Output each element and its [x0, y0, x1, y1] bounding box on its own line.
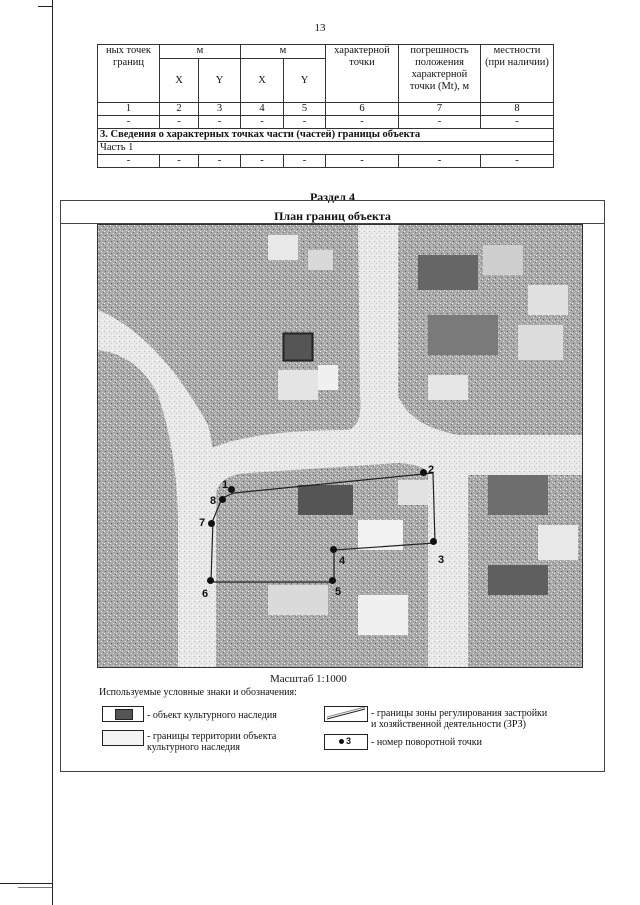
- legend-heritage-territory-line1: - границы территории объекта: [147, 731, 277, 742]
- header-points: ных точек границ: [98, 45, 160, 103]
- page-number: 13: [314, 22, 326, 34]
- legend-heritage-territory: [147, 731, 276, 753]
- boundary-point-marker: [420, 469, 427, 476]
- boundary-point-marker: [329, 577, 336, 584]
- turn-point-sample-label: 3: [346, 736, 352, 746]
- col-number: 3: [199, 103, 241, 116]
- table-cell: -: [98, 155, 160, 168]
- legend-heritage-territory-swatch: [102, 730, 144, 746]
- boundary-point-8: 8: [210, 495, 217, 507]
- table-cell: -: [160, 116, 199, 129]
- points-table: [97, 44, 554, 168]
- header-x-1: X: [160, 59, 199, 103]
- col-number: 2: [160, 103, 199, 116]
- boundary-point-marker: [430, 538, 437, 545]
- legend-turn-point-swatch: [324, 734, 368, 750]
- legend-intro: Используемые условные знаки и обозначения:: [99, 687, 297, 698]
- boundary-map: [97, 224, 583, 668]
- section-3-heading: 3. Сведения о характерных точках части (частей) границы объекта: [98, 129, 554, 142]
- section-title: Раздел 4: [309, 190, 356, 204]
- top-tick: [38, 6, 52, 7]
- table-cell: -: [284, 155, 326, 168]
- col-number: 6: [326, 103, 399, 116]
- legend-heritage-object-swatch: [102, 706, 144, 722]
- header-locality: местности (при наличии): [481, 45, 554, 103]
- table-cell: -: [160, 155, 199, 168]
- table-cell: -: [98, 116, 160, 129]
- legend-turn-point: - номер поворотной точки: [371, 737, 482, 748]
- table-cell: -: [326, 116, 399, 129]
- col-number: 4: [241, 103, 284, 116]
- boundary-point-marker: [330, 546, 337, 553]
- plan-title: План границ объекта: [60, 209, 605, 224]
- table-cell: -: [399, 116, 481, 129]
- header-error: погрешность положения характерной точки (Mt), м: [399, 45, 481, 103]
- margin-line: [52, 0, 53, 905]
- header-y-2: Y: [284, 59, 326, 103]
- bottom-rule: [0, 883, 52, 884]
- boundary-point-marker: [219, 496, 226, 503]
- boundary-point-1: 1: [222, 479, 229, 491]
- header-m-1: м: [160, 45, 241, 59]
- boundary-point-2: 2: [428, 464, 435, 476]
- zrz-line-symbol: [325, 707, 367, 721]
- boundary-point-6: 6: [202, 588, 209, 600]
- turn-point-dot-icon: [339, 739, 344, 744]
- legend-zrz-swatch: [324, 706, 368, 722]
- part-label: Часть 1: [98, 142, 554, 155]
- table-row: [98, 155, 554, 168]
- table-cell: -: [399, 155, 481, 168]
- legend-zrz-line2: и хозяйственной деятельности (ЗРЗ): [371, 719, 526, 730]
- col-number: 5: [284, 103, 326, 116]
- boundary-point-4: 4: [339, 555, 346, 567]
- heritage-object-symbol: [115, 709, 133, 720]
- legend-zrz-line1: - границы зоны регулирования застройки: [371, 708, 548, 719]
- bottom-rule-short: [18, 887, 52, 888]
- header-char-point: характерной точки: [326, 45, 399, 103]
- table-cell: -: [481, 116, 554, 129]
- header-x-2: X: [241, 59, 284, 103]
- boundary-point-7: 7: [199, 517, 206, 529]
- boundary-point-3: 3: [438, 554, 445, 566]
- boundary-point-5: 5: [335, 586, 342, 598]
- header-m-2: м: [241, 45, 326, 59]
- legend-zrz: [371, 708, 547, 730]
- col-number: 8: [481, 103, 554, 116]
- legend-heritage-object: - объект культурного наследия: [147, 710, 277, 721]
- header-y-1: Y: [199, 59, 241, 103]
- number-row: [98, 103, 554, 116]
- table-cell: -: [199, 116, 241, 129]
- table-cell: -: [284, 116, 326, 129]
- table-cell: -: [326, 155, 399, 168]
- col-number: 1: [98, 103, 160, 116]
- legend-heritage-territory-line2: культурного наследия: [147, 742, 240, 753]
- table-row: [98, 116, 554, 129]
- boundary-point-marker: [228, 486, 235, 493]
- table-cell: -: [199, 155, 241, 168]
- boundary-point-marker: [208, 520, 215, 527]
- map-scale: Масштаб 1:1000: [270, 673, 347, 685]
- table-cell: -: [241, 116, 284, 129]
- table-cell: -: [241, 155, 284, 168]
- boundary-point-marker: [207, 577, 214, 584]
- table-cell: -: [481, 155, 554, 168]
- col-number: 7: [399, 103, 481, 116]
- map-image: [98, 225, 582, 667]
